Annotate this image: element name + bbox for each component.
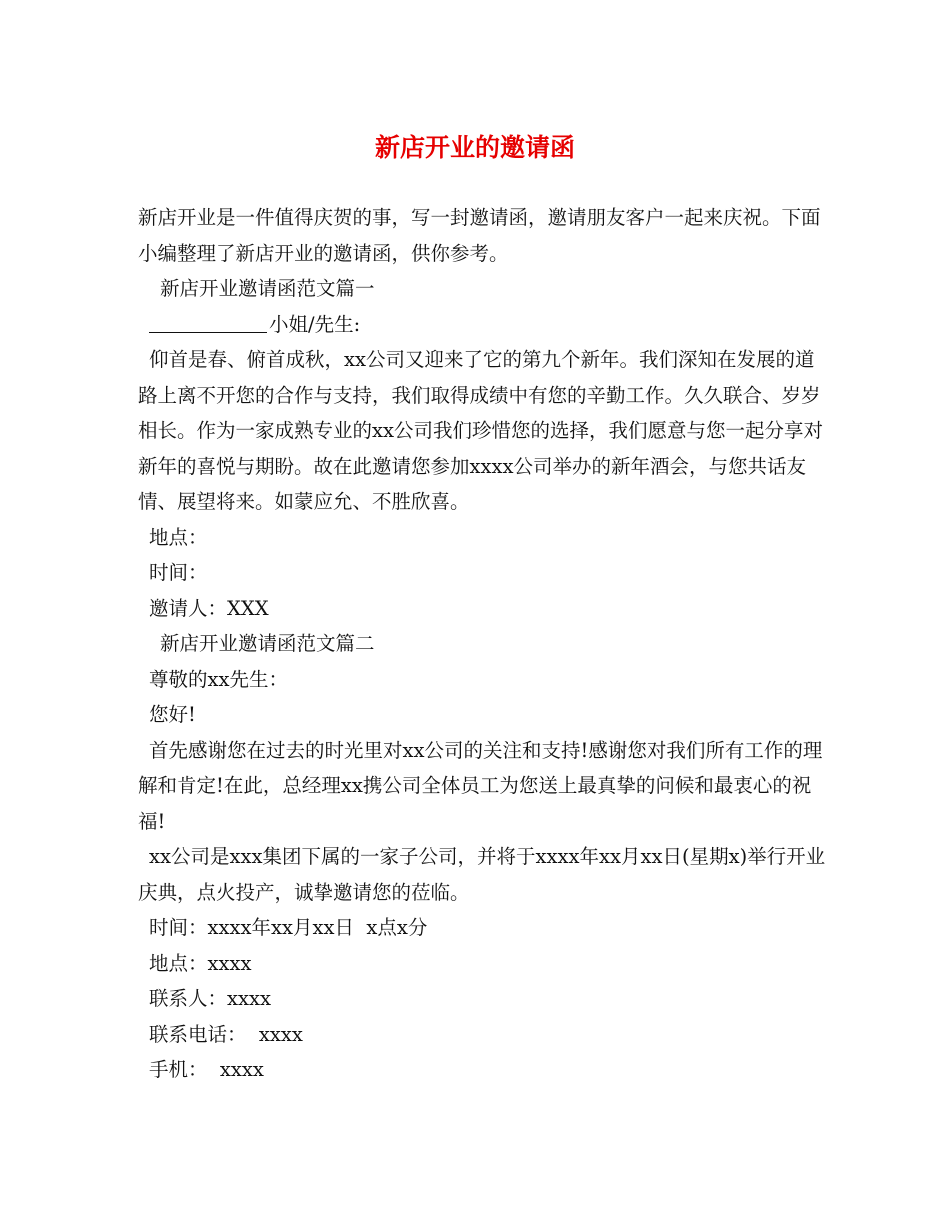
sample1-salutation: 小姐/先生: bbox=[269, 312, 361, 336]
document-title: 新店开业的邀请函 bbox=[374, 133, 575, 162]
name-blank bbox=[149, 310, 267, 333]
sample2-greeting: 您好! bbox=[149, 703, 196, 726]
sample2-paragraph1: 首先感谢您在过去的时光里对xx公司的关注和支持!感谢您对我们所有工作的理解和肯定!在此，总经理xx携公司全体员工为您送上最真挚的问候和最衷心的祝福! bbox=[138, 738, 823, 833]
sample1-salutation-line bbox=[138, 307, 828, 343]
sample2-salutation: 尊敬的xx先生： bbox=[149, 667, 288, 691]
sample2-heading: 新店开业邀请函范文篇二 bbox=[160, 632, 375, 655]
sample1-time: 时间： bbox=[149, 561, 208, 584]
sample2-location: 地点：xxxx bbox=[149, 951, 252, 975]
sample2-phone: 联系电话： xxxx bbox=[149, 1022, 303, 1046]
sample1-heading: 新店开业邀请函范文篇一 bbox=[160, 277, 375, 300]
intro-paragraph: 新店开业是一件值得庆贺的事，写一封邀请函，邀请朋友客户一起来庆祝。下面小编整理了新店开业的邀请函，供你参考。 bbox=[138, 206, 821, 265]
sample2-mobile: 手机： xxxx bbox=[149, 1058, 264, 1081]
sample1-location: 地点： bbox=[149, 525, 208, 549]
sample1-inviter: 邀请人：XXX bbox=[149, 596, 269, 620]
sample1-paragraph: 仰首是春、俯首成秋，xx公司又迎来了它的第九个新年。我们深知在发展的道路上离不开您的合作与支持，我们取得成绩中有您的辛勤工作。久久联合、岁岁相长。作为一家成熟专业的xx公司我们珍惜您的选择，我们愿意与您一起分享对新年的喜悦与期盼。故在此邀请您参加xxxx公司举办的新年酒会，与您共话友情、展望将来。如蒙应允、不胜欣喜。 bbox=[138, 348, 823, 513]
sample2-time: 时间：xxxx年xx月xx日 x点x分 bbox=[149, 916, 428, 939]
sample2-paragraph2: xx公司是xxx集团下属的一家子公司，并将于xxxx年xx月xx日(星期x)举行开业庆典，点火投产，诚挚邀请您的莅临。 bbox=[138, 845, 826, 904]
sample2-contact: 联系人：xxxx bbox=[149, 987, 271, 1010]
document-body bbox=[138, 200, 828, 1088]
